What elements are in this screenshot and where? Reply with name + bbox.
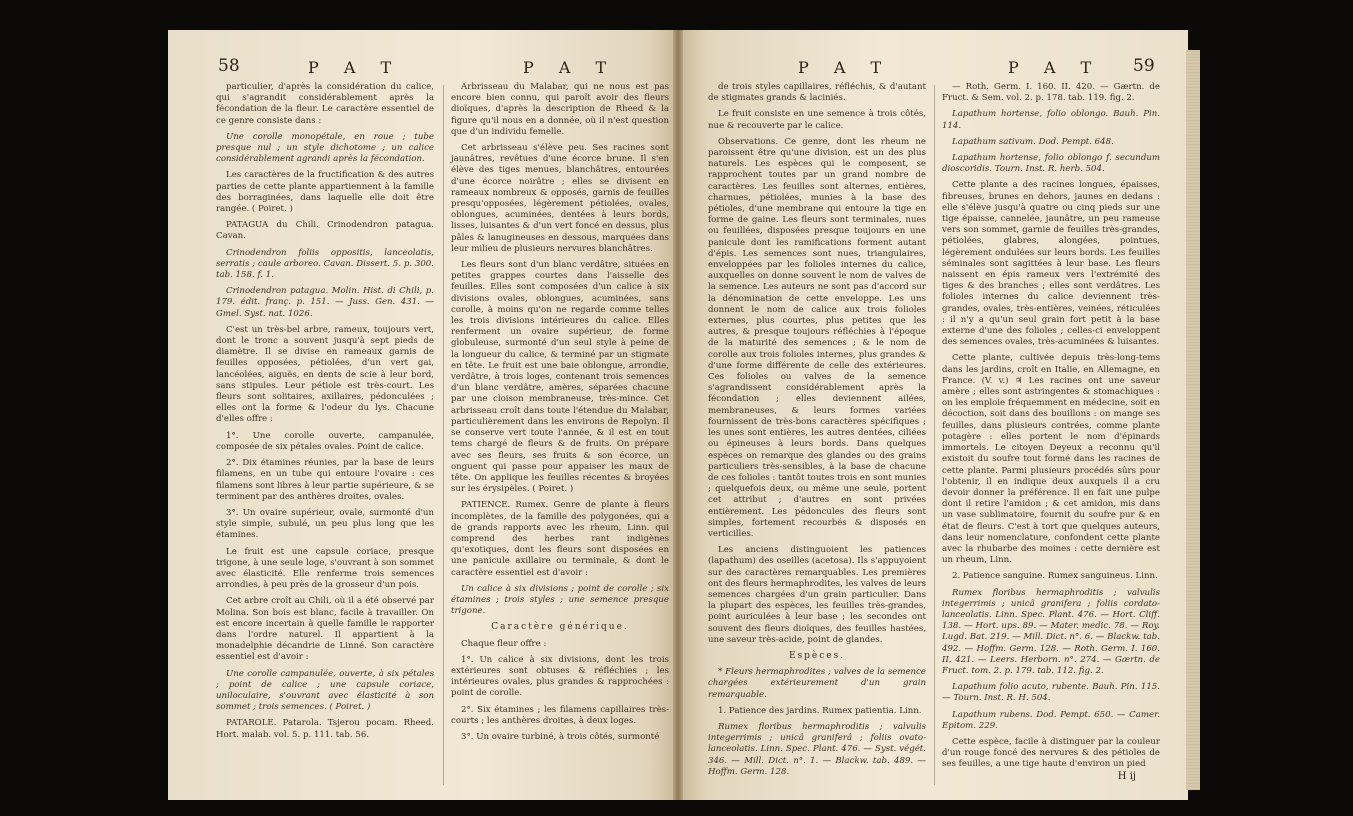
paragraph: 2°. Dix étamines réunies, par la base de leurs filamens, en un tube qui entoure l'ovaire : ces filamens sont libres à leur partie supérieure, & se terminent par des anthères droites, ovales.	[216, 458, 434, 502]
paragraph: particulier, d'après la considération du calice, qui s'agrandit considérablement après la fécondation de la fleur. Le caractère essentiel de ce genre consiste dans :	[216, 82, 434, 126]
paragraph: Lapathum rubens. Dod. Pempt. 650. — Camer. Epitom. 229.	[942, 709, 1160, 731]
paragraph: 2°. Six étamines ; les filamens capillaires très-courts ; les anthères droites, à deux loges.	[451, 704, 669, 726]
paragraph: Chaque fleur offre :	[461, 638, 547, 649]
paragraph: 1. Patience des jardins. Rumex patientia. Linn.	[718, 705, 922, 716]
paragraph: Un calice à six divisions ; point de corolle ; six étamines ; trois styles ; une semence presque trigone.	[451, 583, 669, 617]
running-header-right-2: P A T	[1008, 58, 1102, 77]
paragraph: Les anciens distinguoient les patiences (lapathum) des oseilles (acetosa). Ils s'appuyoient sur des caractères remarquables. Les premières ont des fleurs hermaphrodites, les valves de leurs semences chargées d'un grain particulier. Dans la plupart des espèces, les feuilles très-grandes, point auriculées à leur base ; les secondes ont souvent des fleurs dioïques, des feuilles hastées, une saveur très-acide, point de glandes.	[708, 545, 926, 645]
paragraph: Observations. Ce genre, dont les rheum ne paroissent être qu'une division, est un des plus naturels. Les espèces qui le composent, se rapprochent toutes par un grand nombre de caractères. Les feuilles sont alternes, entières, charnues, pétiolées, munies à la base des pétioles, d'une membrane qui entoure la tige en forme de gaine. Les fleurs sont terminales, nues ou feuillées, disposées presque toujours en une panicule dont les ramifications forment autant d'épis. Les semences sont nues, triangulaires, enveloppées par les folioles internes du calice, auxquelles on donne souvent le nom de valves de la semence. Les auteurs ne sont pas d'accord sur la dénomination de cette enveloppe. Les uns donnent le nom de calice aux trois folioles externes, plus courtes, plus petites que les autres, & presque toujours réfléchies à l'époque de la maturité des semences ; & le nom de corolle aux trois folioles internes, plus grandes & d'une forme différente de celle des extérieures. Ces folioles ou valves de la semence s'agrandissent considérablement après la fécondation ; elles deviennent ailées, membraneuses, & leurs formes variées fournissent de très-bons caractères spécifiques ; les unes sont entières, les autres dentées, ciliées ou épineuses à leurs bords. Dans quelques espèces on remarque des glandes ou des grains particuliers très-sensibles, à la base de chacune de ces folioles : tantôt toutes trois en sont munies ; quelquefois deux, ou même une seule, portent cet attribut ; d'autres en sont privées entièrement. Les pédoncules des fleurs sont simples, fortement recourbés & disposés en verticilles.	[708, 136, 926, 539]
paragraph: Le fruit est une capsule coriace, presque trigone, à une seule loge, s'ouvrant à son sommet avec élasticité. Elle renferme trois semences arrondies, à peu près de la grosseur d'un pois.	[216, 546, 434, 591]
paragraph: Espèces.	[788, 650, 846, 661]
left-page	[168, 30, 678, 800]
paragraph: 3°. Un ovaire supérieur, ovale, surmonté d'un style simple, subulé, un peu plus long que les étamines.	[216, 507, 434, 541]
paragraph: de trois styles capillaires, réfléchis, & d'autant de stigmates grands & laciniés.	[708, 82, 926, 104]
paragraph: Une corolle monopétale, en roue ; tube presque nul ; un style dichotome ; un calice considérablement agrandi après la fécondation.	[216, 131, 434, 165]
page-number-left: 58	[218, 56, 240, 76]
running-header-right-1: P A T	[798, 58, 892, 77]
paragraph: Rumex floribus hermaphroditis ; valvulis integerrimis ; unicâ graniferâ ; foliis ovato-lanceolatis. Linn. Spec. Plant. 476. — Syst. végét. 346. — Mill. Dict. n°. 1. — Blackw. tab. 489. — Hoffm. Germ. 128.	[708, 721, 926, 777]
paragraph: Arbrisseau du Malabar, qui ne nous est pas encore bien connu, qui paroît avoir des fleurs dioïques, d'après la description de Rheed & la figure qu'il nous en a donnée, où il n'est question que d'un individu femelle.	[451, 82, 669, 137]
paragraph: 3°. Un ovaire turbiné, à trois côtés, surmonté	[461, 731, 660, 742]
paragraph: Cet arbre croît au Chili, où il a été observé par Molina. Son bois est blanc, facile à travailler. On est encore incertain à quelle famille le rapporter dans l'ordre naturel. Il appartient à la monadelphie décandrie de Linné. Son caractère essentiel est d'avoir :	[216, 596, 434, 663]
right-page	[678, 30, 1188, 800]
paragraph: Une corolle campanulée, ouverte, à six pétales ; point de calice ; une capsule coriace, uniloculaire, s'ouvrant avec élasticité à son sommet ; trois semences. ( Poiret. )	[216, 668, 434, 713]
open-book	[168, 30, 1188, 810]
paragraph: PATIENCE. Rumex. Genre de plante à fleurs incomplètes, de la famille des polygonées, qui a de grands rapports avec les rheum, Linn. qui comprend des herbes rant indigènes qu'exotiques, dont les fleurs sont disposées en une panicule axillaire ou terminale, & dont le caractère essentiel est d'avoir :	[451, 500, 669, 578]
left-column-1	[216, 82, 434, 746]
column-rule	[443, 85, 444, 785]
paragraph: Crinodendron foliis oppositis, lanceolatis, serratis ; caule arboreo. Cavan. Dissert. 5. p. 300. tab. 158. f. 1.	[216, 247, 434, 281]
paragraph: Cette espèce, facile à distinguer par la couleur d'un rouge foncé des nervures & des pétioles de ses feuilles, a une tige haute d'environ un pied	[942, 736, 1160, 770]
paragraph: 1°. Une corolle ouverte, campanulée, composée de six pétales ovales. Point de calice.	[216, 430, 434, 452]
signature-mark: H ij	[1117, 771, 1136, 782]
paragraph: C'est un très-bel arbre, rameux, toujours vert, dont le tronc a souvent jusqu'à sept pieds de diamètre. Il se divise en rameaux garnis de feuilles opposées, pétiolées, d'un vert gai, lancéolées, aiguës, en dents de scie à leur bord, sans stipules. Leur pétiole est très-court. Les fleurs sont solitaires, axillaires, pédonculées ; elles ont la forme & l'odeur du lys. Chacune d'elles offre :	[216, 324, 434, 425]
running-header-left-2: P A T	[523, 58, 617, 77]
paragraph: PATAGUA du Chili. Crinodendron patagua. Cavan.	[216, 220, 434, 242]
paragraph: PATAROLE. Patarola. Tsjerou pocam. Rheed. Hort. malab. vol. 5. p. 111. tab. 56.	[216, 718, 434, 740]
paragraph: Lapathum sativum. Dod. Pempt. 648.	[952, 136, 1114, 147]
paragraph: Cette plante a des racines longues, épaisses, fibreuses, brunes en dehors, jaunes en dedans : elle s'élève jusqu'à quatre ou cinq pieds sur une tige épaisse, cannelée, jaunâtre, un peu rameuse vers son sommet, garnie de feuilles très-grandes, pétiolées, glabres, alongées, pointues, légèrement ondulées sur leurs bords. Les feuilles séminales sont sagittées à leur base. Les fleurs naissent en épis rameux vers l'extrémité des tiges & des branches ; elles sont verdâtres. Les folioles internes du calice deviennent très-grandes, ovales, très-entières, veinées, réticulées : il n'y a qu'un seul grain fort petit à la base externe d'une des folioles ; celles-ci enveloppent des semences ovales, très-acuminées & luisantes.	[942, 180, 1160, 348]
paragraph: 2. Patience sanguine. Rumex sanguineus. Linn.	[952, 571, 1158, 582]
paragraph: Cette plante, cultivée depuis très-long-tems dans les jardins, croît en Italie, en Allemagne, en France. (V. v.) ♃ Les racines ont une saveur amère ; elles sont astringentes & stomachiques : on les emploie fréquemment en médecine, soit en décoction, soit dans des bouillons : on mange ses feuilles, dans plusieurs contrées, comme plante potagère : elles portent le nom d'épinards immortels. Le citoyen Deyeux a reconnu qu'il existoit du soufre tout formé dans les racines de cette plante. Parmi plusieurs procédés sûrs pour l'obtenir, il en indique deux auxquels il a cru devoir donner la préférence. Il en fait une pulpe dont il retire l'amidon ; & cet amidon, mis dans un vase sublimatoire, fournit du soufre pur & en état de fleurs. C'est à tort que quelques auteurs, dans leur nomenclature, confondent cette plante avec la rhubarbe des moines : cette dernière est un rheum, Linn.	[942, 353, 1160, 566]
paragraph: Le fruit consiste en une semence à trois côtés, nue & recouverte par le calice.	[708, 109, 926, 131]
paragraph: * Fleurs hermaphrodites ; valves de la semence chargées extérieurement d'un grain remarquable.	[708, 667, 926, 700]
paragraph: — Roth. Germ. I. 160. II. 420. — Gærtn. de Fruct. & Sem. vol. 2. p. 178. tab. 119. fig. 2.	[942, 82, 1160, 104]
paragraph: Rumex floribus hermaphroditis ; valvulis integerrimis ; unicâ granifera ; foliis cordato-lanceolatis. Linn. Spec. Plant. 476. — Hort. Cliff. 138. — Hort. ups. 89. — Mater. medic. 78. — Roy. Lugd. Bat. 219. — Mill. Dict. n°. 6. — Blackw. tab. 492. — Hoffm. Germ. 128. — Roth. Germ. I. 160. II. 421. — Leers. Herborn. n°. 274. — Gærtn. de Fruct. tom. 2. p. 179. tab. 112. fig. 2.	[942, 587, 1160, 676]
page-number-right: 59	[1133, 56, 1155, 76]
paragraph: Les fleurs sont d'un blanc verdâtre, situées en petites grappes courtes dans l'aisselle des feuilles. Elles sont composées d'un calice à six divisions ovales, oblongues, acuminées, sans corolle, à moins qu'on ne regarde comme telles les trois divisions intérieures du calice. Elles renferment un ovaire supérieur, de forme globuleuse, surmonté d'un seul style à peine de la longueur du calice, & terminé par un stigmate en tête. Le fruit est une baie oblongue, arrondie, verdâtre, à trois loges, contenant trois semences d'un blanc verdâtre, amères, séparées chacune par une cloison membraneuse, très-mince. Cet arbrisseau croît dans toute l'étendue du Malabar, particulièrement dans les environs de Repolyn. Il se conserve vert toute l'année, & il est en tout tems chargé de fleurs & de fruits. On prépare avec ses fleurs, ses fruits & son écorce, un onguent qui passe pour appaiser les maux de tête. On applique les feuilles récentes & broyées sur les érysipèles. ( Poiret. )	[451, 260, 669, 495]
paragraph: Lapathum folio acuto, rubente. Bauh. Pin. 115. — Tourn. Inst. R. H. 504.	[942, 682, 1160, 704]
paragraph: Cet arbrisseau s'élève peu. Ses racines sont jaunâtres, revêtues d'une écorce brune. Il s'en élève des tiges menues, blanchâtres, entourées d'une écorce noirâtre ; elles se divisent en rameaux nombreux & opposés, garnis de feuilles presqu'opposées, légèrement pétiolées, ovales, oblongues, acuminées, dentées à leurs bords, lisses, luisantes & d'un vert foncé en dessus, plus pâles & lanugineuses en dessous, marquées dans leur milieu de plusieurs nervures blanchâtres.	[451, 143, 669, 254]
column-rule	[934, 85, 935, 785]
paragraph: Les caractères de la fructification & des autres parties de cette plante appartiennent à la famille des borraginées, dans laquelle elle doit être rangée. ( Poiret. )	[216, 170, 434, 215]
paragraph: Crinodendron patagua. Molin. Hist. di Chili, p. 179. édit. franç. p. 151. — Juss. Gen. 431. — Gmel. Syst. nat. 1026.	[216, 286, 434, 319]
book-spine	[673, 30, 683, 800]
paragraph: 1°. Un calice à six divisions, dont les trois extérieures sont obtuses & réfléchies ; les intérieures ovales, plus grandes & rapprochées : point de corolle.	[451, 654, 669, 699]
running-header-left-1: P A T	[308, 58, 402, 77]
paragraph: Lapathum hortense, folio oblongo. Bauh. Pin. 114.	[942, 109, 1160, 131]
right-column-2	[942, 82, 1160, 776]
paragraph: Lapathum hortense, folio oblongo f. secundum dioscoridis. Tourn. Inst. R. herb. 504.	[942, 153, 1160, 175]
right-column-1	[708, 82, 926, 783]
left-column-2	[451, 82, 669, 748]
page-edges	[1186, 50, 1200, 790]
paragraph: Caractère générique.	[491, 622, 629, 633]
